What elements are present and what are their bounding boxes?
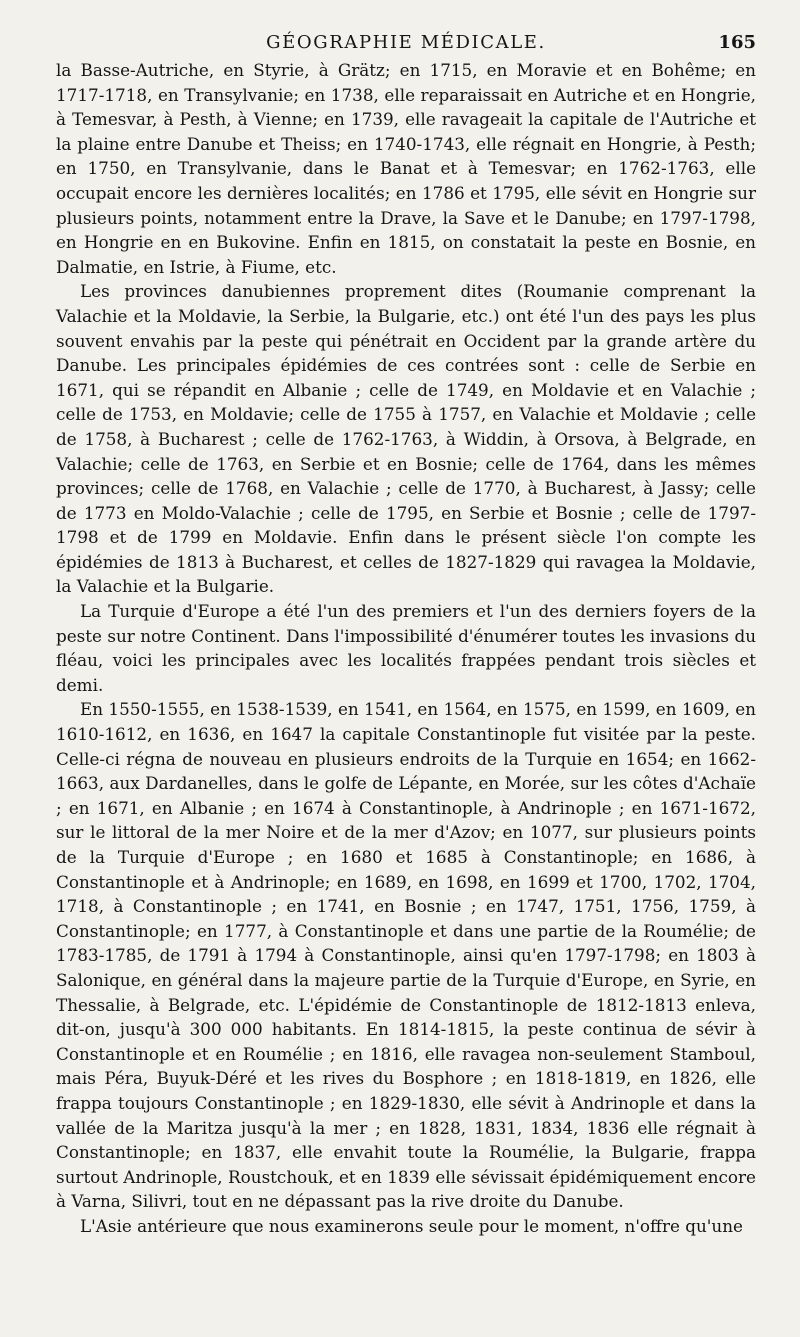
paragraph-turkey-intro: La Turquie d'Europe a été l'un des premiers et l'un des derniers foyers de la peste sur notre Continent. Dans l'impossibilité d'énumérer toutes les invasions du fléau, voici les principales avec les localités frappées pendant trois siècles et demi. — [56, 601, 756, 695]
paragraph-danubian-provinces: Les provinces danubiennes proprement dites (Roumanie comprenant la Valachie et la Moldavie, la Serbie, la Bulgarie, etc.) ont été l'un des pays les plus souvent envahis par la peste qui pénétrait en Occident par la grande artère du Danube. Les principales épidémies de ces contrées sont : celle de Serbie en 1671, qui se répandit en Albanie ; celle de 1749, en Moldavie et en Valachie ; celle de 1753, en Moldavie; celle de 1755 à 1757, en Valachie et Moldavie ; celle de 1758, à Bucharest ; celle de 1762-1763, à Widdin, à Orsova, à Belgrade, en Valachie; celle de 1763, en Serbie et en Bosnie; celle de 1764, dans les mêmes provinces; celle de 1768, en Valachie ; celle de 1770, à Bucharest, à Jassy; celle de 1773 en Moldo-Valachie ; celle de 1795, en Serbie et Bosnie ; celle de 1797-1798 et de 1799 en Moldavie. Enfin dans le présent siècle l'on compte les épidémies de 1813 à Bucharest, et celles de 1827-1829 qui ravagea la Moldavie, la Valachie et la Bulgarie. — [56, 281, 756, 597]
running-title: GÉOGRAPHIE MÉDICALE. — [266, 32, 546, 53]
paragraph-asia: L'Asie antérieure que nous examinerons seule pour le moment, n'offre qu'une — [80, 1215, 743, 1236]
running-head — [56, 28, 756, 58]
body-text — [56, 58, 756, 1239]
page-number: 165 — [718, 32, 756, 53]
paragraph-austria-hungary: la Basse-Autriche, en Styrie, à Grätz; en 1715, en Moravie et en Bohême; en 1717-1718, en Transylvanie; en 1738, elle reparaissait en Autriche et en Hongrie, à Temesvar, à Pesth, à Vienne; en 1739, elle ravageait la capitale de l'Autriche et la plaine entre Danube et Theiss; en 1740-1743, elle régnait en Hongrie, à Pesth; en 1750, en Transylvanie, dans le Banat et à Temesvar; en 1762-1763, elle occupait encore les dernières localités; en 1786 et 1795, elle sévit en Hongrie sur plusieurs points, notamment entre la Drave, la Save et le Danube; en 1797-1798, en Hongrie en en Bukovine. Enfin en 1815, on constatait la peste en Bosnie, en Dalmatie, en Istrie, à Fiume, etc. — [56, 60, 756, 277]
paragraph-turkey-chronology: En 1550-1555, en 1538-1539, en 1541, en 1564, en 1575, en 1599, en 1609, en 1610-1612, en 1636, en 1647 la capitale Constantinople fut visitée par la peste. Celle-ci régna de nouveau en plusieurs endroits de la Turquie en 1654; en 1662-1663, aux Dardanelles, dans le golfe de Lépante, en Morée, sur les côtes d'Achaïe ; en 1671, en Albanie ; en 1674 à Constantinople, à Andrinople ; en 1671-1672, sur le littoral de la mer Noire et de la mer d'Azov; en 1077, sur plusieurs points de la Turquie d'Europe ; en 1680 et 1685 à Constantinople; en 1686, à Constantinople et à Andrinople; en 1689, en 1698, en 1699 et 1700, 1702, 1704, 1718, à Constantinople ; en 1741, en Bosnie ; en 1747, 1751, 1756, 1759, à Constantinople; en 1777, à Constantinople et dans une partie de la Roumélie; de 1783-1785, de 1791 à 1794 à Constantinople, ainsi qu'en 1797-1798; en 1803 à Salonique, en général dans la majeure partie de la Turquie d'Europe, en Syrie, en Thessalie, à Belgrade, etc. L'épidémie de Constantinople de 1812-1813 enleva, dit-on, jusqu'à 300 000 habitants. En 1814-1815, la peste continua de sévir à Constantinople et en Roumélie ; en 1816, elle ravagea non-seulement Stamboul, mais Péra, Buyuk-Déré et les rives du Bosphore ; en 1818-1819, en 1826, elle frappa toujours Constantinople ; en 1829-1830, elle sévit à Andrinople et dans la vallée de la Maritza jusqu'à la mer ; en 1828, 1831, 1834, 1836 elle régnait à Constantinople; en 1837, elle envahit toute la Roumélie, la Bulgarie, frappa surtout Andrinople, Roustchouk, et en 1839 elle sévissait épidémiquement encore à Varna, Silivri, tout en ne dépassant pas la rive droite du Danube. — [56, 699, 756, 1212]
